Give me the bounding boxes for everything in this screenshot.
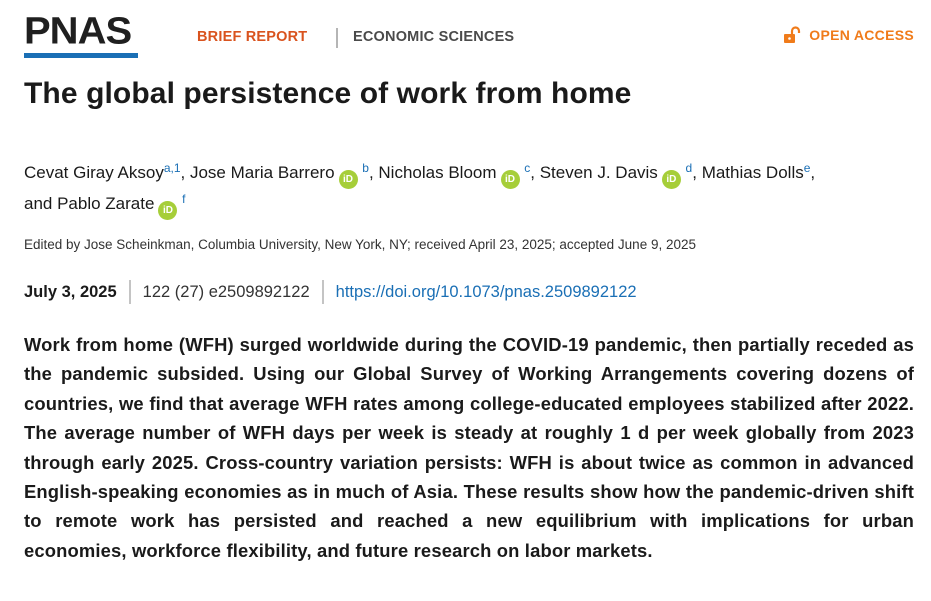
author-name[interactable]: Cevat Giray Aksoy: [24, 163, 164, 182]
open-access-badge[interactable]: [783, 26, 914, 44]
author-affiliation[interactable]: a,1: [163, 161, 181, 175]
author-name[interactable]: Steven J. Davis: [539, 163, 658, 182]
author-name[interactable]: Jose Maria Barrero: [189, 163, 335, 182]
author-list: Cevat Giray Aksoy$^{a,1}$, Jose Maria Barrero iD $^b$, Nicholas Bloom iD $^c$, Steven J. Davis iD $^d$, Mathias Dolls$^e$, and Pablo Zarate iD $^f$: [24, 158, 914, 220]
logo-text: PNAS: [24, 10, 132, 52]
author-affiliation[interactable]: b: [362, 161, 369, 175]
author-name[interactable]: Mathias Dolls: [701, 163, 804, 182]
orcid-icon[interactable]: iD: [662, 170, 681, 189]
open-lock-icon: [783, 26, 801, 44]
author-name[interactable]: Nicholas Bloom: [378, 163, 497, 182]
doi-link[interactable]: https://doi.org/10.1073/pnas.2509892122: [335, 282, 637, 301]
article-title: The global persistence of work from home: [24, 77, 632, 110]
logo-underline: [24, 53, 138, 58]
article-type-label[interactable]: BRIEF REPORT: [197, 29, 308, 45]
publication-date: July 3, 2025: [24, 282, 117, 301]
orcid-icon[interactable]: iD: [339, 170, 358, 189]
journal-header: [24, 10, 914, 64]
author-name[interactable]: Pablo Zarate: [57, 194, 155, 213]
open-access-label: OPEN ACCESS: [809, 27, 914, 43]
publication-meta: [24, 280, 637, 304]
author-affiliation[interactable]: c: [524, 161, 531, 175]
section-label[interactable]: ECONOMIC SCIENCES: [353, 29, 515, 45]
volume-issue: 122 (27) e2509892122: [142, 282, 310, 301]
author-affiliation[interactable]: d: [685, 161, 693, 175]
orcid-icon[interactable]: iD: [158, 201, 177, 220]
meta-divider: [129, 280, 131, 304]
abstract-text: Work from home (WFH) surged worldwide during the COVID-19 pandemic, then partially receded as the pandemic subsided. Using our Global Survey of Working Arrangements covering dozens of countries, we find that average WFH rates among college-educated employees stabilized after 2022. The average number of WFH days per week is steady at roughly 1 d per week globally from 2023 through early 2025. Cross-country variation persists: WFH is about twice as common in advanced English-speaking economies as in much of Asia. These results show how the pandemic-driven shift to remote work has persisted and reached a new equilibrium with implications for urban economies, workforce flexibility, and future research on labor markets.: [24, 334, 914, 561]
author-affiliation[interactable]: e: [803, 161, 811, 175]
author-affiliation[interactable]: f: [182, 192, 186, 206]
orcid-icon[interactable]: iD: [501, 170, 520, 189]
pnas-logo[interactable]: [24, 10, 138, 58]
editor-info: Edited by Jose Scheinkman, Columbia University, New York, NY; received April 23, 2025; accepted June 9, 2025: [24, 237, 696, 252]
meta-divider: [322, 280, 324, 304]
header-divider: [336, 28, 338, 48]
